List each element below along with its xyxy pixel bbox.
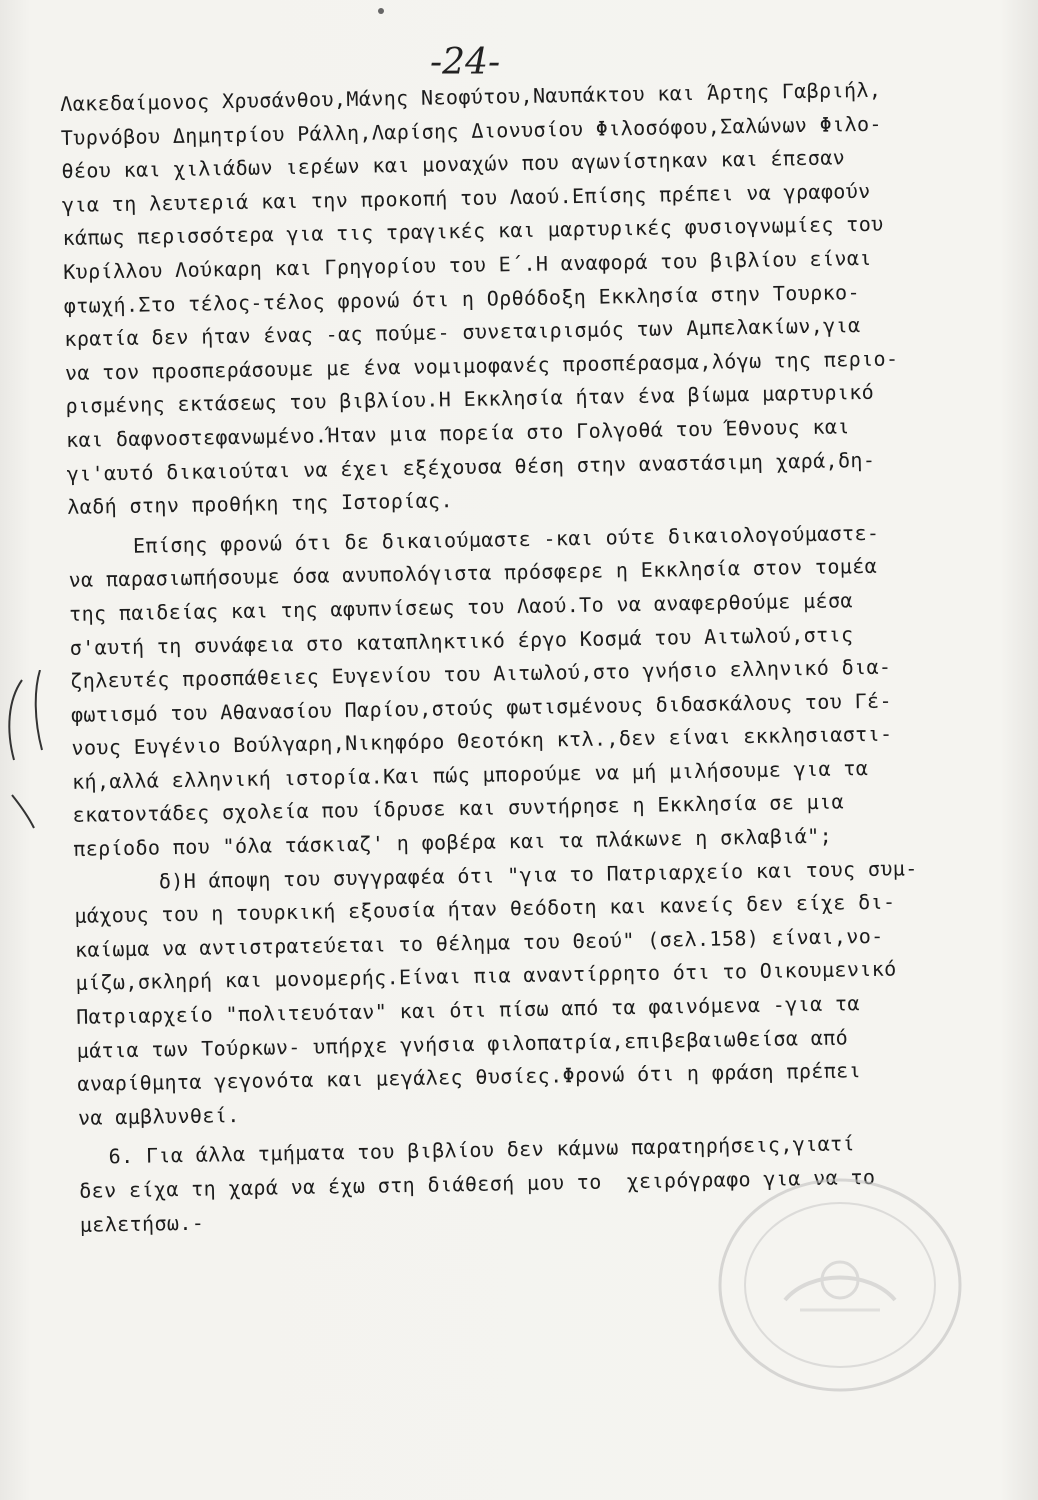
text-line: μάχους του η τουρκική εξουσία ήταν θεόδοτη και κανείς δεν είχε δι-	[74, 889, 896, 929]
text-line: 6. Για άλλα τμήματα του βιβλίου δεν κάμνω παρατηρήσεις,γιατί	[108, 1131, 856, 1169]
text-line: λαδή στην προθήκη της Ιστορίας.	[67, 488, 454, 520]
text-line: Τυρνόβου Δημητρίου Ράλλη,Λαρίσης Διονυσίου Φιλοσόφου,Σαλώνων Φιλο-	[60, 111, 883, 150]
text-line: της παιδείας και της αφυπνίσεως του Λαού.Το να αναφερθούμε μέσα	[68, 588, 854, 626]
text-line: φτωχή.Στο τέλος-τέλος φρονώ ότι η Ορθόδοξη Εκκλησία στην Τουρκο-	[63, 279, 861, 318]
text-line: σ'αυτή τη συνάφεια στο καταπληκτικό έργο Κοσμά του Αιτωλού,στις	[69, 621, 854, 660]
text-line: κή,αλλά ελληνική ιστορία.Και πώς μπορούμε να μή μιλήσουμε για τα	[71, 755, 869, 794]
text-line: μάτια των Τούρκων- υπήρχε γνήσια φιλοπατρία,επιβεβαιωθείσα από	[76, 1025, 849, 1063]
text-line: δ)Η άποψη του συγγραφέα ότι "για το Πατριαρχείο και τους συμ-	[158, 855, 918, 894]
margin-bracket-mark	[0, 670, 60, 830]
text-line: φωτισμό του Αθανασίου Παρίου,στούς φωτισμένους διδασκάλους του Γέ-	[70, 688, 893, 727]
document-body	[60, 72, 1020, 1242]
text-line: Λακεδαίμονος Χρυσάνθου,Μάνης Νεοφύτου,Ναυπάκτου και Άρτης Γαβριήλ,	[60, 77, 882, 116]
text-line: Επίσης φρονώ ότι δε δικαιούμαστε -και ούτε δικαιολογούμαστε-	[132, 520, 880, 558]
text-line: και δαφνοστεφανωμένο.Ήταν μια πορεία στο Γολγοθά του Έθνους και	[65, 414, 851, 452]
text-line: Πατριαρχείο "πολιτευόταν" και ότι πίσω από τα φαινόμενα -για τα	[76, 991, 861, 1029]
text-line: ζηλευτές προσπάθειες Ευγενίου του Αιτωλού,στο γνήσιο ελληνικό δια-	[70, 654, 892, 694]
text-line: καίωμα να αντιστρατεύεται το θέλημα του Θεού" (σελ.158) είναι,νο-	[74, 923, 884, 962]
text-line: Κυρίλλου Λούκαρη και Γρηγορίου του Ε΄.Η αναφορά του βιβλίου είναι	[63, 245, 872, 284]
text-line: να παρασιωπήσουμε όσα ανυπολόγιστα πρόσφερε η Εκκλησία στον τομέα	[68, 554, 878, 593]
faded-stamp-seal	[690, 1160, 990, 1410]
text-line: για τη λευτεριά και την προκοπή του Λαού.Επίσης πρέπει να γραφούν	[61, 178, 871, 217]
text-line: κρατία δεν ήταν ένας -ας πούμε- συνεταιρισμός των Αμπελακίων,για	[64, 313, 861, 352]
text-line: να αμβλυνθεί.	[77, 1102, 240, 1130]
text-line: κάπως περισσότερα για τις τραγικές και μαρτυρικές φυσιογνωμίες του	[62, 212, 884, 251]
text-line: δεν είχα τη χαρά να έχω στη διάθεσή μου το χειρόγραφο για να το	[79, 1164, 876, 1203]
text-line: εκατοντάδες σχολεία που ίδρυσε και συντήρησε η Εκκλησία σε μια	[72, 789, 845, 828]
paragraph-1	[60, 72, 1007, 525]
page-number: -24-	[430, 42, 501, 83]
text-line: γι'αυτό δικαιούται να έχει εξέχουσα θέση στην αναστάσιμη χαρά,δη-	[66, 447, 876, 486]
text-line: νους Ευγένιο Βούλγαρη,Νικηφόρο Θεοτόκη κτλ.,δεν είναι εκκλησιαστι-	[71, 721, 893, 761]
text-line: να τον προσπεράσουμε με ένα νομιμοφανές προσπέρασμα,λόγω της περιο-	[64, 346, 899, 385]
paper-speck	[378, 8, 384, 14]
text-line: περίοδο που "όλα τάσκιαζ' η φοβέρα και τα πλάκωνε η σκλαβιά";	[73, 823, 833, 861]
paragraph-3	[74, 850, 1019, 1135]
text-line: ρισμένης εκτάσεως του βιβλίου.Η Εκκλησία ήταν ένα βίωμα μαρτυρικό	[65, 380, 875, 419]
paragraph-2	[68, 514, 1014, 866]
text-line: μίζω,σκληρή και μονομερής.Είναι πια αναντίρρητο ότι το Οικουμενικό	[75, 956, 897, 996]
text-line: θέου και χιλιάδων ιερέων και μοναχών που αγωνίστηκαν και έπεσαν	[61, 145, 846, 184]
text-line: αναρίθμητα γεγονότα και μεγάλες θυσίες.Φρονώ ότι η φράση πρέπει	[77, 1058, 862, 1097]
text-line: μελετήσω.-	[79, 1210, 205, 1237]
